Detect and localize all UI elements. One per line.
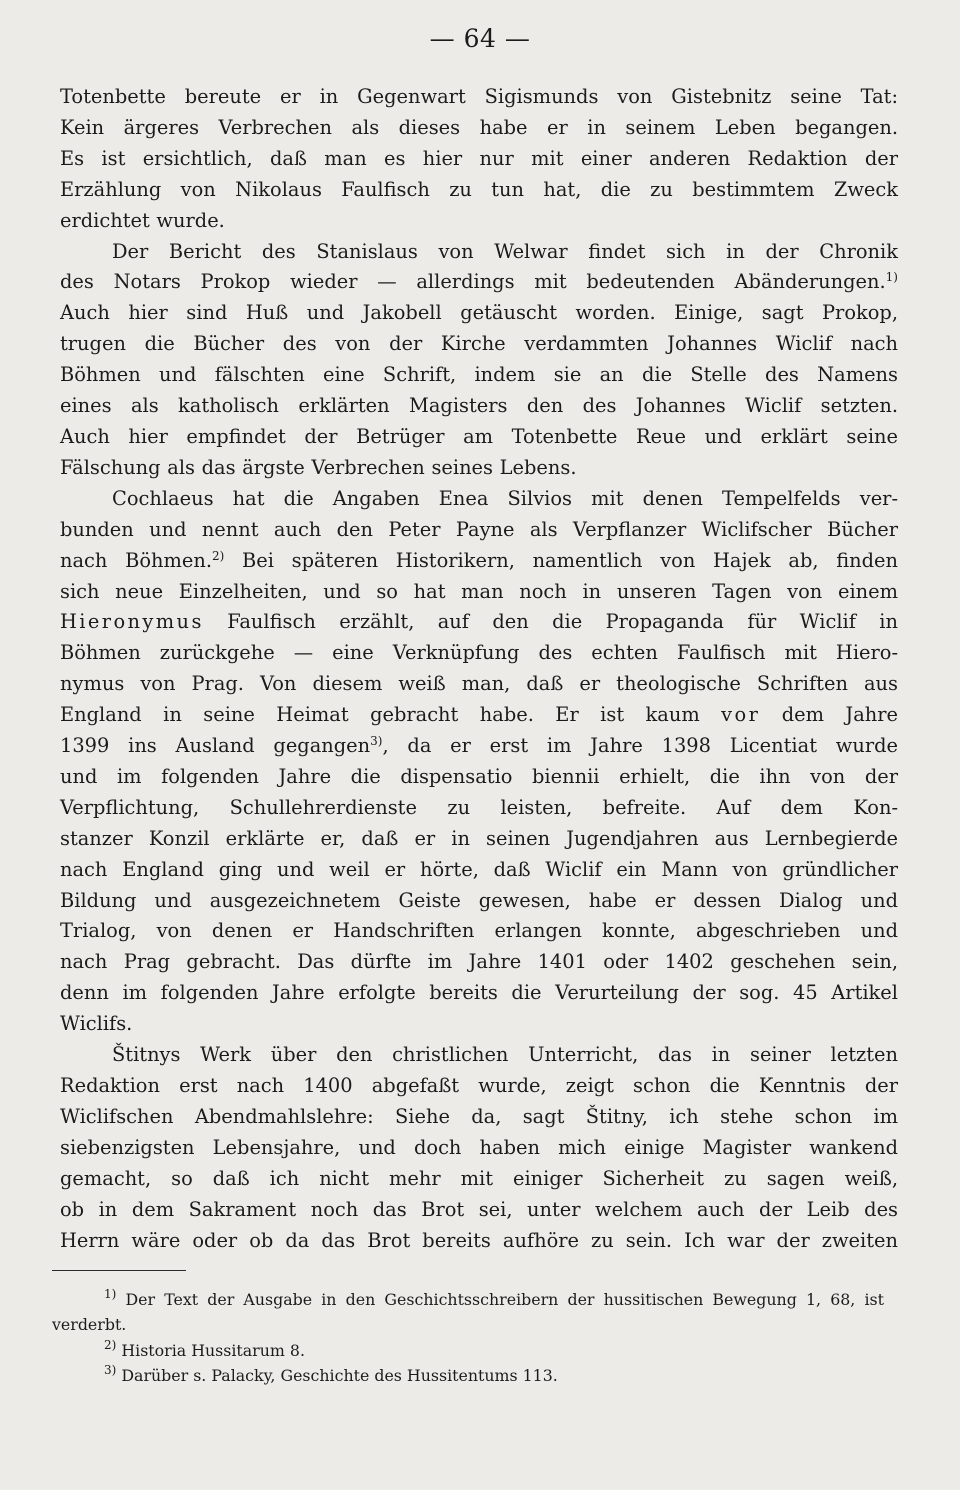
text-line: [60, 700, 898, 731]
text-line: nach Prag gebracht. Das dürfte im Jahre 1401 oder 1402 geschehen sein,: [60, 950, 898, 974]
text-line: Herrn wäre oder ob da das Brot bereits aufhöre zu sein. Ich war der zweiten: [60, 1228, 898, 1252]
text-line: siebenzigsten Lebensjahre, und doch haben mich einige Magister wankend: [60, 1135, 898, 1159]
text-line: trugen die Bücher des von der Kirche verdammten Johannes Wiclif nach: [60, 332, 898, 356]
text-line: Böhmen und fälschten eine Schrift, indem sie an die Stelle des Namens: [60, 363, 898, 387]
text-span: Bei späteren Historikern, namentlich von Hajek ab, finden: [224, 548, 898, 572]
text-line: nymus von Prag. Von diesem weiß man, daß er theologische Schriften aus: [60, 672, 898, 696]
main-text: [60, 82, 898, 1256]
text-line: denn im folgenden Jahre erfolgte bereits die Verurteilung der sog. 45 Artikel: [60, 981, 898, 1005]
text-line: Es ist ersichtlich, daß man es hier nur mit einer anderen Redaktion der: [60, 146, 898, 170]
footnote-text: Darüber s. Palacky, Geschichte des Hussitentums 113.: [121, 1366, 558, 1386]
text-line: Trialog, von denen er Handschriften erlangen konnte, abgeschrieben und: [60, 919, 898, 943]
text-span: England in seine Heimat gebracht habe. Er ist kaum: [60, 703, 722, 727]
footnote-reference: 2): [212, 548, 225, 563]
text-span: , da er erst im Jahre 1398 Licentiat wurde: [382, 734, 898, 758]
text-line: [60, 731, 898, 762]
text-line: Der Bericht des Stanislaus von Welwar findet sich in der Chronik: [112, 239, 898, 263]
text-line: Erzählung von Nikolaus Faulfisch zu tun hat, die zu bestimmtem Zweck: [60, 177, 898, 201]
page-number: — 64 —: [429, 24, 531, 53]
footnote-divider: [52, 1270, 186, 1271]
text-line: Wiclifs.: [60, 1012, 133, 1036]
text-line: Cochlaeus hat die Angaben Enea Silvios mit denen Tempelfelds ver-: [112, 486, 898, 510]
footnote: [52, 1338, 884, 1363]
text-line: bunden und nennt auch den Peter Payne als Verpflanzer Wiclifscher Bücher: [60, 517, 898, 541]
text-line: Fälschung als das ärgste Verbrechen seines Lebens.: [60, 455, 577, 479]
text-span: dem Jahre: [760, 703, 898, 727]
emphasized-word: vor: [721, 703, 761, 727]
text-line: gemacht, so daß ich nicht mehr mit einiger Sicherheit zu sagen weiß,: [60, 1166, 898, 1190]
text-line: [60, 267, 898, 298]
footnote-reference: 3): [370, 734, 383, 749]
footnote: [52, 1287, 884, 1338]
text-line: erdichtet wurde.: [60, 208, 225, 232]
text-line: Štitnys Werk über den christlichen Unterricht, das in seiner letzten: [112, 1043, 898, 1067]
footnote-mark: 1): [104, 1287, 117, 1301]
text-line: stanzer Konzil erklärte er, daß er in seinen Jugendjahren aus Lernbegierde: [60, 826, 898, 850]
footnote-text: Der Text der Ausgabe in den Geschichtsschreibern der hussitischen Bewegung 1, 68, ist verderbt.: [52, 1290, 884, 1335]
footnote: [52, 1363, 884, 1388]
text-line: [60, 546, 898, 577]
text-line: Totenbette bereute er in Gegenwart Sigismunds von Gistebnitz seine Tat:: [60, 85, 898, 108]
text-line: nach England ging und weil er hörte, daß Wiclif ein Mann von gründlicher: [60, 857, 898, 881]
text-line: Redaktion erst nach 1400 abgefaßt wurde, zeigt schon die Kenntnis der: [60, 1074, 898, 1097]
emphasized-name: Hieronymus: [60, 610, 204, 634]
text-line: eines als katholisch erklärten Magisters den des Johannes Wiclif setzten.: [60, 394, 898, 418]
text-line: Böhmen zurückgehe — eine Verknüpfung des echten Faulfisch mit Hiero-: [60, 641, 898, 665]
text-line: Kein ärgeres Verbrechen als dieses habe er in seinem Leben begangen.: [60, 115, 898, 139]
footnote-text: Historia Hussitarum 8.: [121, 1340, 305, 1360]
text-span: nach Böhmen.: [60, 548, 213, 572]
text-line: ob in dem Sakrament noch das Brot sei, unter welchem auch der Leib des: [60, 1197, 898, 1221]
text-line: und im folgenden Jahre die dispensatio biennii erhielt, die ihn von der: [60, 764, 898, 788]
text-line: sich neue Einzelheiten, und so hat man noch in unseren Tagen von einem: [60, 579, 898, 603]
footnote-mark: 2): [104, 1337, 117, 1352]
text-span: 1399 ins Ausland gegangen: [60, 734, 371, 758]
footnotes: [52, 1287, 884, 1389]
text-line: [60, 607, 898, 638]
text-line: Verpflichtung, Schullehrerdienste zu leisten, befreite. Auf dem Kon-: [60, 795, 898, 819]
text-line: Auch hier empfindet der Betrüger am Totenbette Reue und erklärt seine: [60, 424, 898, 448]
text-line: Wiclifschen Abendmahlslehre: Siehe da, sagt Štitny, ich stehe schon im: [60, 1104, 898, 1128]
footnote-reference: 1): [885, 270, 898, 285]
text-span: Faulfisch erzählt, auf den die Propaganda für Wiclif in: [203, 610, 898, 634]
footnote-mark: 3): [104, 1363, 117, 1378]
text-line: Bildung und ausgezeichnetem Geiste gewesen, habe er dessen Dialog und: [60, 888, 898, 912]
text-line: Auch hier sind Huß und Jakobell getäuscht worden. Einige, sagt Prokop,: [60, 301, 898, 325]
text-span: des Notars Prokop wieder — allerdings mit bedeutenden Abänderungen.: [60, 270, 886, 294]
